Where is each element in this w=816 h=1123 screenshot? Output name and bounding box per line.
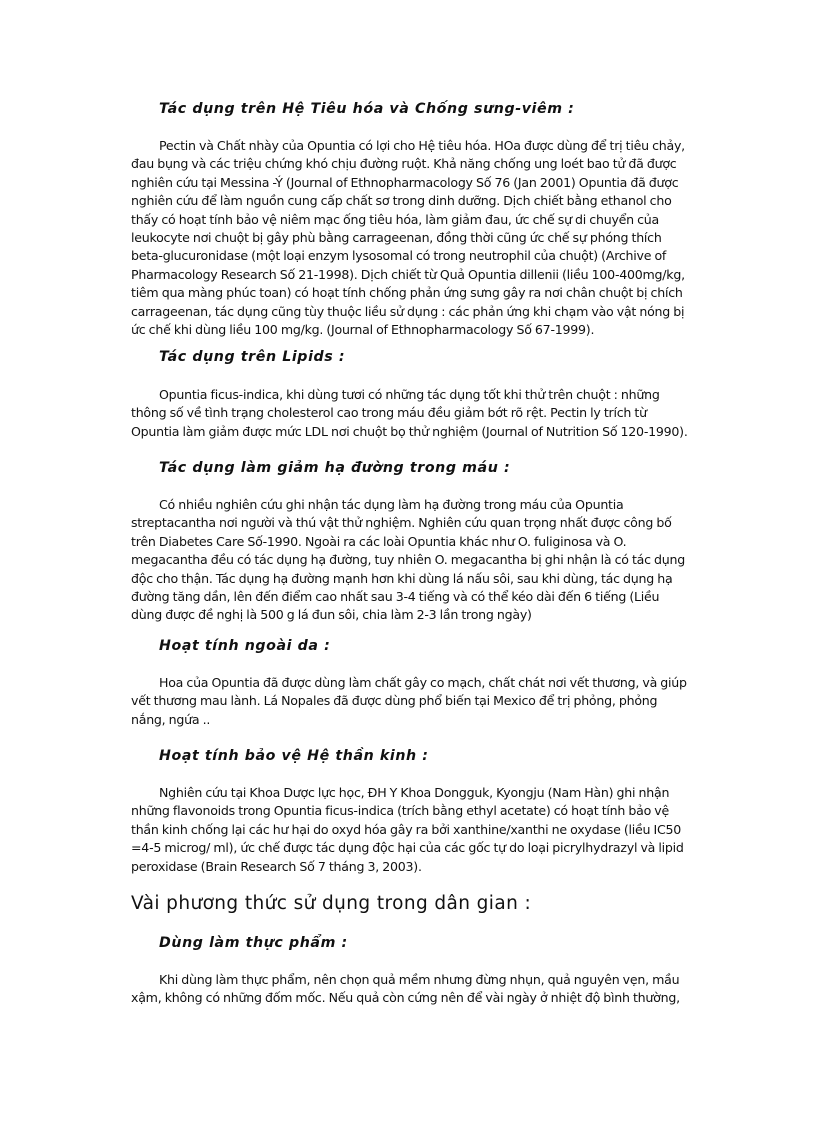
paragraph-digestion (131, 137, 691, 339)
text-line: nghiên cứu để làm nguồn cung cấp chất sơ trong dinh dưỡng. Dịch chiết bằng ethanol cho (131, 193, 672, 209)
paragraph-skin (131, 674, 691, 729)
text-line: vết thương mau lành. Lá Nopales đã được dùng phổ biến tại Mexico để trị phỏng, phỏng (131, 693, 658, 709)
paragraph-food (131, 971, 691, 1008)
text-line: đau bụng và các triệu chứng khó chịu đường ruột. Khả năng chống ung loét bao tử đã được (131, 156, 677, 172)
text-line: nắng, ngứa .. (131, 711, 211, 727)
text-line: megacantha đều có tác dụng hạ đường, tuy nhiên O. megacantha bị ghi nhận là có tác dụng (131, 552, 686, 568)
text-line: Nghiên cứu tại Khoa Dược lực học, ĐH Y Khoa Dongguk, Kyongju (Nam Hàn) ghi nhận (159, 785, 670, 800)
text-line: leukocyte nơi chuột bị gây phù bằng carrageenan, đồng thời cũng ức chế sự phóng thích (131, 230, 662, 246)
text-line: trên Diabetes Care Số-1990. Ngoài ra các loài Opuntia khác như O. fuliginosa và O. (131, 533, 627, 549)
text-line: đường tăng dần, lên đến điểm cao nhất sau 3-4 tiếng và có thể kéo dài đến 6 tiếng (Liều (131, 589, 660, 605)
text-line: tiêm qua màng phúc toan) có hoạt tính chống phản ứng sưng gây ra nơi chân chuột bị chích (131, 285, 683, 301)
text-line: Pectin và Chất nhày của Opuntia có lợi cho Hệ tiêu hóa. HOa được dùng để trị tiêu chảy, (159, 138, 685, 153)
text-line: Hoa của Opuntia đã được dùng làm chất gây co mạch, chất chát nơi vết thương, và giúp (159, 675, 687, 690)
section-heading-blood-sugar: Tác dụng làm giảm hạ đường trong máu : (159, 460, 511, 476)
text-line: Khi dùng làm thực phẩm, nên chọn quả mềm nhưng đừng nhụn, quả nguyên vẹn, mầu (159, 972, 680, 987)
text-line: dùng được đề nghị là 500 g lá đun sôi, chia làm 2-3 lần trong ngày) (131, 607, 532, 623)
text-line: Opuntia ficus-indica, khi dùng tươi có những tác dụng tốt khi thử trên chuột : những (159, 387, 660, 402)
text-line: thông số về tình trạng cholesterol cao trong máu đều giảm bớt rõ rệt. Pectin ly trích từ (131, 405, 647, 421)
text-line: Có nhiều nghiên cứu ghi nhận tác dụng làm hạ đường trong máu của Opuntia (159, 497, 624, 512)
text-line: beta-glucuronidase (một loại enzym lysosomal có trong neutrophil của chuột) (Archive of (131, 248, 667, 264)
section-heading-lipids: Tác dụng trên Lipids : (159, 349, 346, 365)
text-line: Pharmacology Research Số 21-1998). Dịch chiết từ Quả Opuntia dillenii (liều 100-400mg/kg, (131, 266, 685, 282)
text-line: độc cho thận. Tác dụng hạ đường mạnh hơn khi dùng lá nấu sôi, sau khi dùng, tác dụng hạ (131, 570, 673, 586)
section-heading-digestion: Tác dụng trên Hệ Tiêu hóa và Chống sưng-viêm : (159, 101, 575, 117)
main-heading-folk-uses: Vài phương thức sử dụng trong dân gian : (131, 893, 532, 914)
paragraph-nervous-system (131, 784, 691, 876)
text-line: ức chế khi dùng liều 100 mg/kg. (Journal of Ethnopharmacology Số 67-1999). (131, 322, 595, 338)
text-line: streptacantha nơi người và thú vật thử nghiệm. Nghiên cứu quan trọng nhất được công bố (131, 515, 672, 531)
text-line: Opuntia làm giảm được mức LDL nơi chuột bọ thử nghiệm (Journal of Nutrition Số 120-1990). (131, 423, 688, 439)
text-line: nghiên cứu tại Messina -Ý (Journal of Ethnopharmacology Số 76 (Jan 2001) Opuntia đã được (131, 174, 679, 190)
paragraph-lipids (131, 386, 691, 441)
text-line: =4-5 microg/ ml), ức chế được tác dụng độc hại của các gốc tự do loại picrylhydrazyl và lipid (131, 840, 684, 856)
section-heading-food: Dùng làm thực phẩm : (159, 935, 348, 951)
text-line: thần kinh chống lại các hư hại do oxyd hóa gây ra bởi xanthine/xanthi ne oxydase (liều IC50 (131, 821, 682, 837)
section-heading-nervous-system: Hoạt tính bảo vệ Hệ thần kinh : (159, 748, 429, 764)
text-line: xậm, không có những đốm mốc. Nếu quả còn cứng nên để vài ngày ở nhiệt độ bình thường, (131, 990, 680, 1006)
text-line: những flavonoids trong Opuntia ficus-indica (trích bằng ethyl acetate) có hoạt tính bảo vệ (131, 803, 669, 819)
text-line: thấy có hoạt tính bảo vệ niêm mạc ống tiêu hóa, làm giảm đau, ức chế sự di chuyển của (131, 211, 659, 227)
text-line: peroxidase (Brain Research Số 7 tháng 3, 2003). (131, 858, 422, 874)
section-heading-skin: Hoạt tính ngoài da : (159, 638, 331, 654)
text-line: carrageenan, tác dụng cũng tùy thuộc liều sử dụng : các phản ứng khi chạm vào vật nóng bị (131, 303, 685, 319)
paragraph-blood-sugar (131, 496, 691, 625)
